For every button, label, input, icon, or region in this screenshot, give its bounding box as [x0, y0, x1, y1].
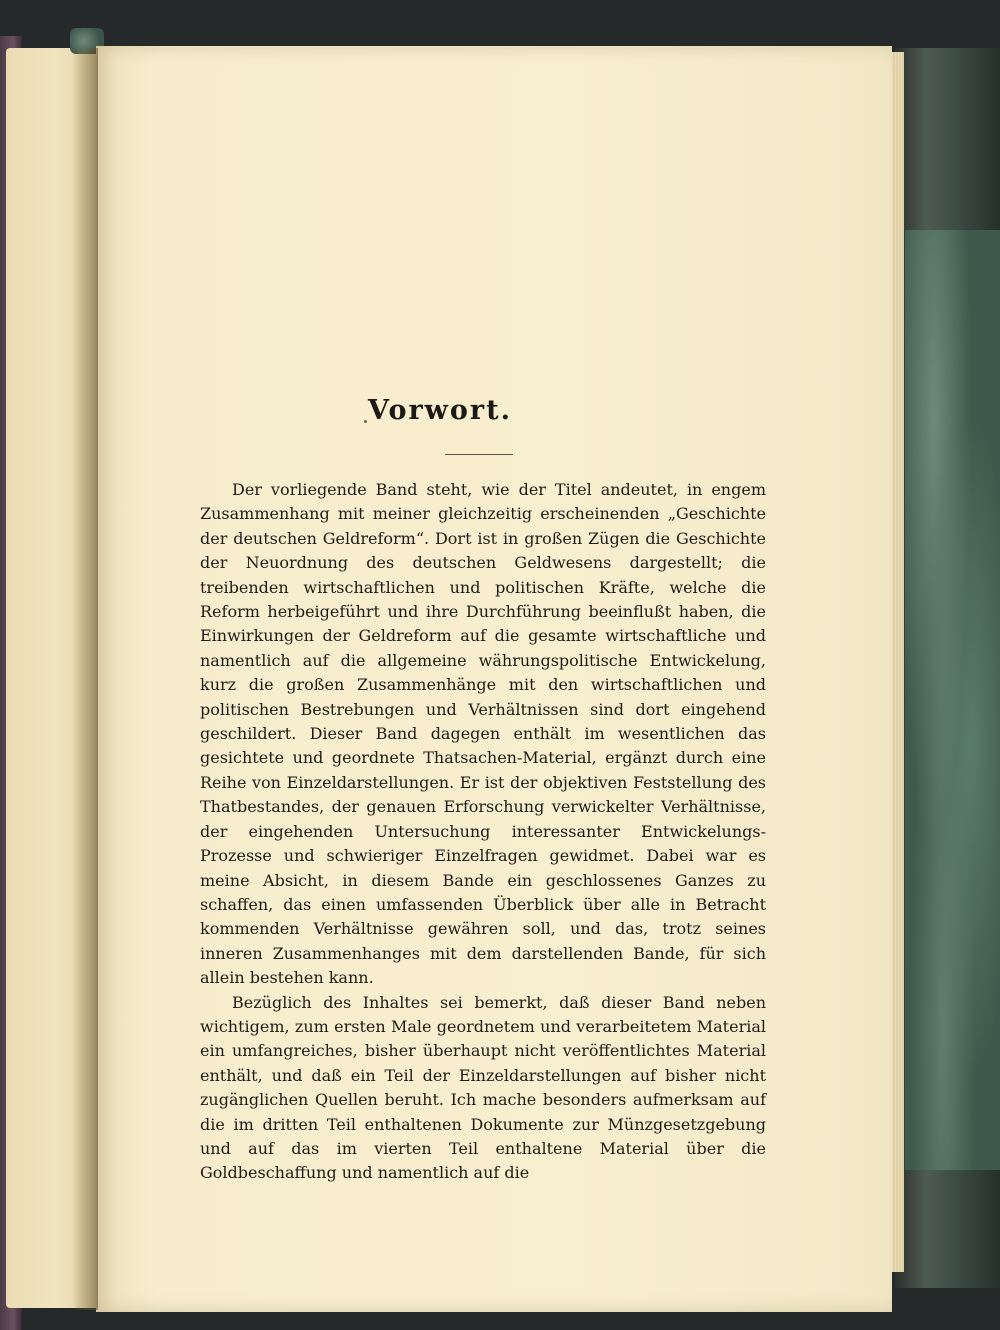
marbled-endpaper: [905, 230, 1000, 1170]
body-text: [200, 478, 766, 1186]
title-rule: [445, 454, 513, 455]
paragraph-2: Bezüglich des Inhaltes sei bemerkt, daß dieser Band neben wichtigem, zum ersten Male geordnetem und verarbeitetem Material ein umfangreiches, bisher überhaupt nicht veröffentlichtes Material enthält, und daß ein Teil der Einzeldarstellungen auf bisher nicht zugänglichen Quellen beruht. Ich mache besonders aufmerksam auf die im dritten Teil enthaltenen Dokumente zur Münzgesetzgebung und auf das im vierten Teil enthaltene Material über die Goldbeschaffung und namentlich auf die: [200, 992, 766, 1183]
page-title: Vorwort.: [367, 395, 513, 426]
book-gutter: [72, 48, 98, 1310]
paragraph-1: Der vorliegende Band steht, wie der Titel andeutet, in engem Zusammenhang mit meiner gleichzeitig erscheinenden „Geschichte der deutschen Geldreform“. Dort ist in großen Zügen die Geschichte der Neuordnung des deutschen Geldwesens dargestellt; die treibenden wirtschaftlichen und politischen Kräfte, welche die Reform herbeigeführt und ihre Durchführung beeinflußt haben, die Einwirkungen der Geldreform auf die gesamte wirtschaftliche und namentlich auf die allgemeine währungspolitische Entwickelung, kurz die großen Zusammenhänge mit den wirtschaftlichen und politischen Bestrebungen und Verhältnissen sind dort eingehend geschildert. Dieser Band dagegen enthält im wesentlichen das gesichtete und geordnete Thatsachen-Material, ergänzt durch eine Reihe von Einzeldarstellungen. Er ist der objektiven Feststellung des Thatbestandes, der genauen Erforschung verwickelter Verhältnisse, der eingehenden Untersuchung interessanter Entwickelungs-Prozesse und schwieriger Einzelfragen gewidmet. Dabei war es meine Absicht, in diesem Bande ein geschlossenes Ganzes zu schaffen, das einen umfassenden Überblick über alle in Betracht kommenden Verhältnisse gewähren soll, und das, trotz seines inneren Zusammenhanges mit dem darstellenden Bande, für sich allein bestehen kann.: [200, 480, 766, 988]
